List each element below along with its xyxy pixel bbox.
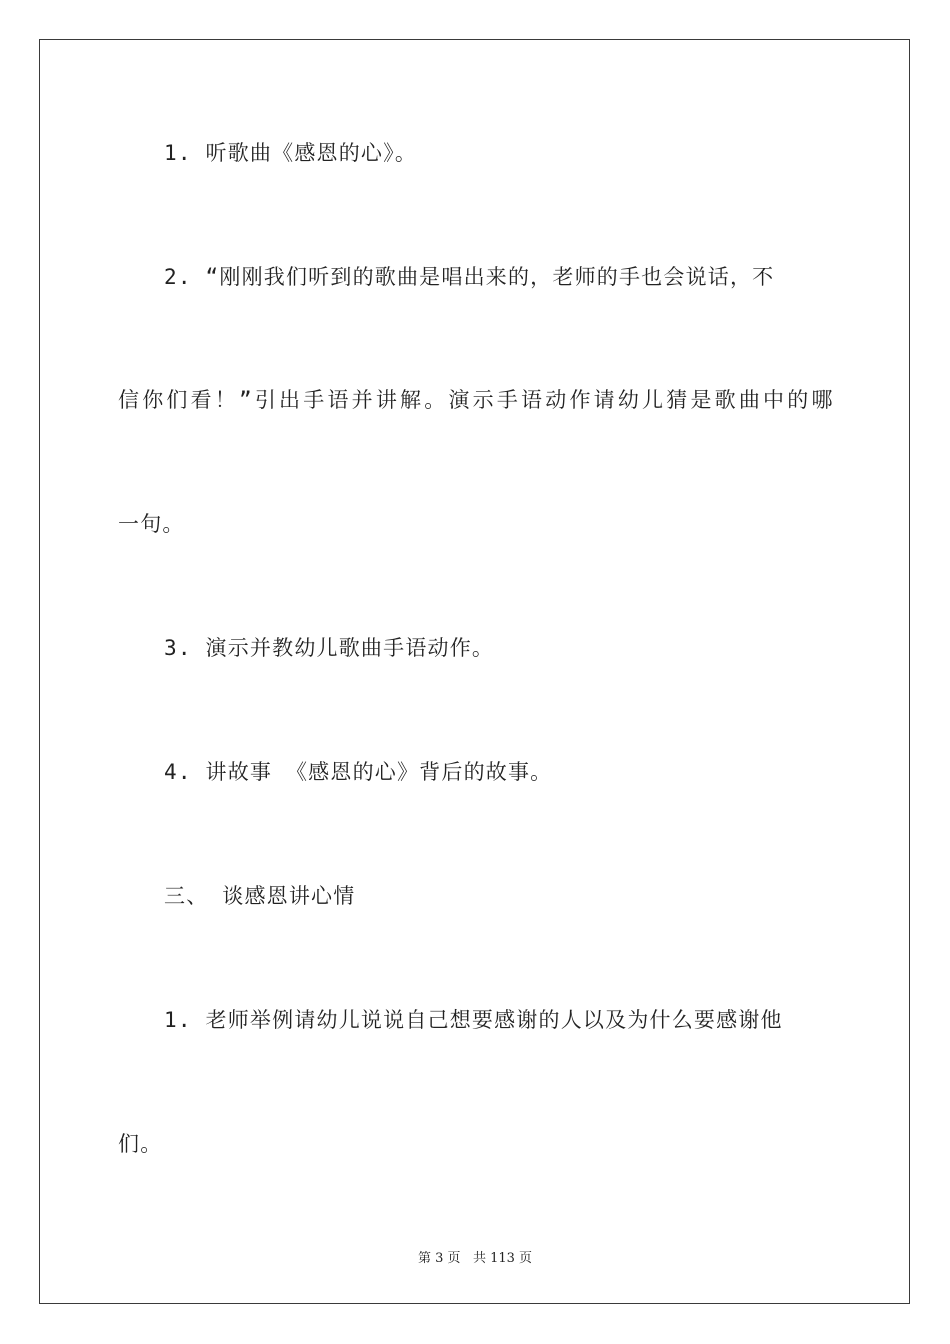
text-line: 信你们看！”引出手语并讲解。演示手语动作请幼儿猜是歌曲中的哪: [118, 388, 836, 412]
text-line: 4. 讲故事 《感恩的心》背后的故事。: [164, 760, 553, 784]
text-line: 1. 老师举例请幼儿说说自己想要感谢的人以及为什么要感谢他: [164, 1008, 783, 1032]
text-line: 3. 演示并教幼儿歌曲手语动作。: [164, 636, 495, 660]
text-line: 们。: [118, 1132, 163, 1156]
text-line: 1. 听歌曲《感恩的心》。: [164, 141, 418, 165]
page-frame: [39, 39, 910, 1304]
page-footer: [0, 1247, 950, 1266]
text-line: 2. “刚刚我们听到的歌曲是唱出来的，老师的手也会说话，不: [164, 265, 775, 289]
page-number: 第 3 页: [417, 1251, 461, 1266]
section-heading: 三、 谈感恩讲心情: [164, 884, 356, 908]
text-line: 一句。: [118, 512, 185, 536]
page-total: 共 113 页: [472, 1251, 533, 1266]
